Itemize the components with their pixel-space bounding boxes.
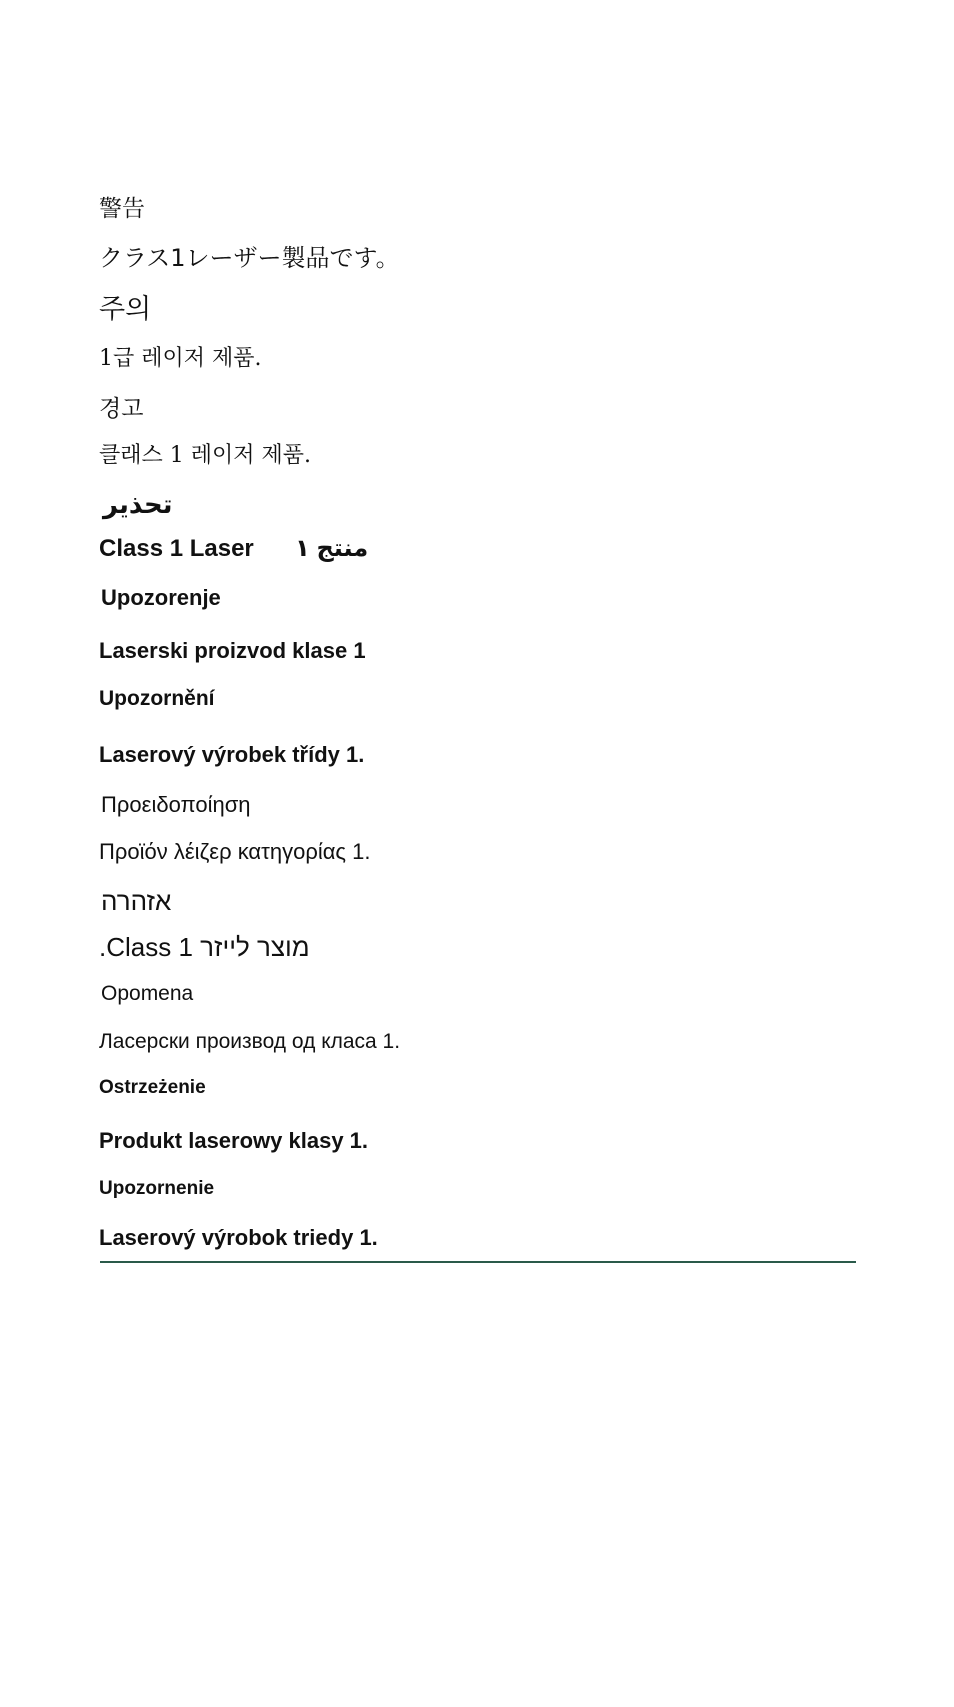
warning-heading-polish: Ostrzeżenie <box>99 1077 206 1098</box>
section-divider <box>100 1261 856 1263</box>
warning-text-japanese: クラス1レーザー製品です。 <box>99 244 400 272</box>
warning-text-czech: Laserový výrobek třídy 1. <box>99 742 365 767</box>
warning-text-korean-warning: 클래스 1 레이저 제품. <box>99 443 311 468</box>
warning-heading-croatian: Upozorenje <box>101 585 221 610</box>
warning-text-korean-caution: 1급 레이저 제품. <box>99 346 262 371</box>
warning-text-arabic-script: منتج ١ <box>295 535 369 562</box>
warning-heading-macedonian: Opomena <box>101 982 194 1005</box>
warning-heading-korean-warning: 경고 <box>99 396 144 422</box>
warning-heading-arabic: تحذير <box>103 489 173 519</box>
warning-heading-czech: Upozornění <box>99 687 215 710</box>
warning-text-macedonian: Ласерски производ од класа 1. <box>99 1030 401 1053</box>
warning-text-arabic-latin: Class 1 Laser <box>99 535 254 562</box>
warning-text-slovak: Laserový výrobok triedy 1. <box>99 1225 378 1250</box>
warning-heading-japanese: 警告 <box>99 196 145 222</box>
warning-heading-greek: Προειδοποίηση <box>101 792 251 817</box>
warning-text-polish: Produkt laserowy klasy 1. <box>99 1128 369 1153</box>
warning-heading-korean-caution: 주의 <box>99 294 152 325</box>
warning-text-greek: Προϊόν λέιζερ κατηγορίας 1. <box>99 839 371 864</box>
warning-text-hebrew: .Class 1 מוצר לייזר <box>99 932 310 962</box>
warning-text-croatian: Laserski proizvod klase 1 <box>99 638 366 663</box>
warning-heading-hebrew: אזהרה <box>101 886 172 916</box>
warning-heading-slovak: Upozornenie <box>99 1178 215 1199</box>
warning-text-arabic <box>99 537 368 561</box>
